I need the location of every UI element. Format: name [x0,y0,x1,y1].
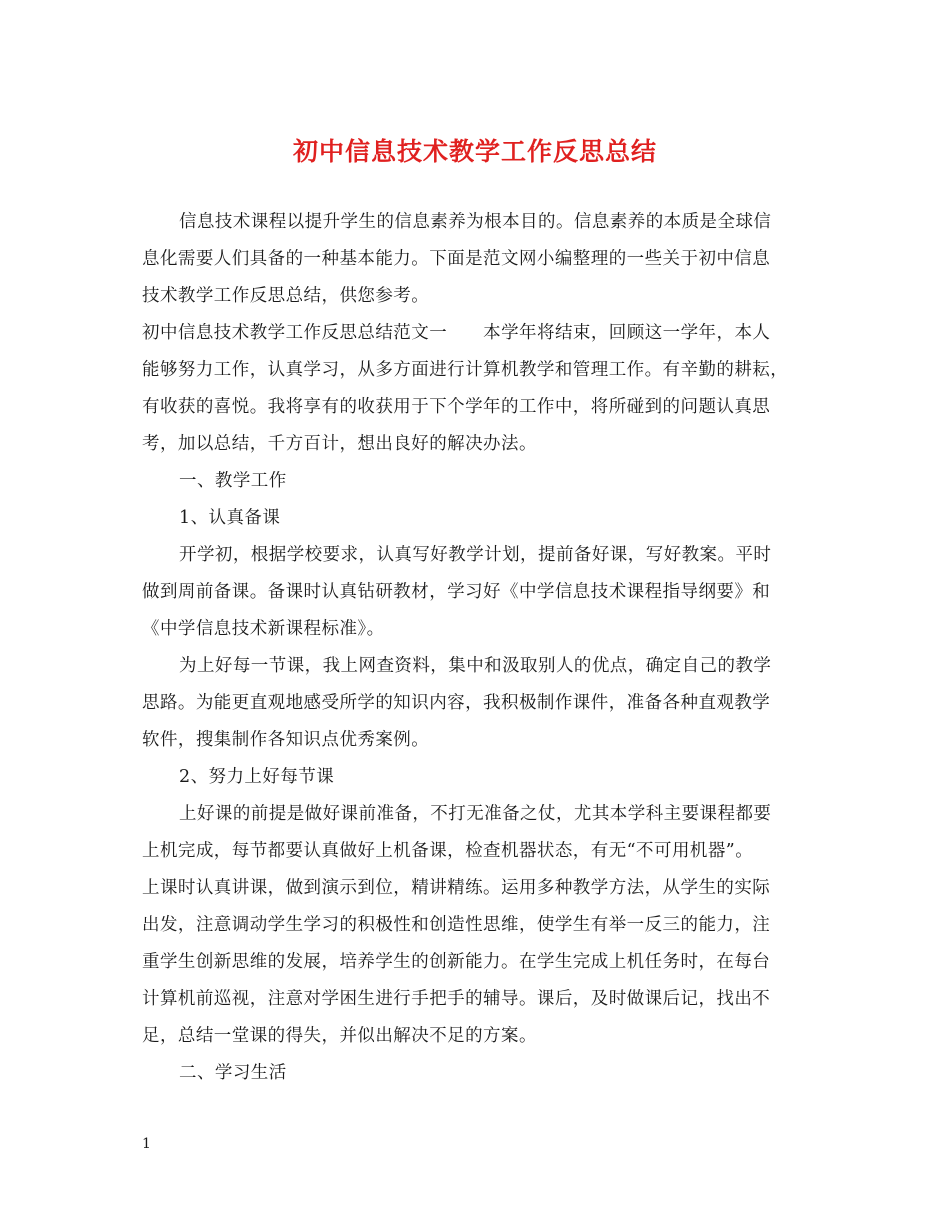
paragraph-line: 出发，注意调动学生学习的积极性和创造性思维，使学生有举一反三的能力，注 [142,915,771,935]
paragraph-line: 技术教学工作反思总结，供您参考。 [142,286,430,306]
section-heading: 一、教学工作 [179,471,287,491]
paragraph-line: 上机完成，每节都要认真做好上机备课，检查机器状态，有无“不可用机器”。 [142,841,754,861]
paragraph-line: 考，加以总结，千方百计，想出良好的解决办法。 [142,434,537,454]
paragraph-line: 软件，搜集制作各知识点优秀案例。 [142,730,430,750]
paragraph-line: 上好课的前提是做好课前准备，不打无准备之仗，尤其本学科主要课程都要 [179,804,772,824]
document-body [142,204,802,1092]
paragraph-line: 信息技术课程以提升学生的信息素养为根本目的。信息素养的本质是全球信 [179,212,772,232]
section-heading-inline: 初中信息技术教学工作反思总结范文一 [142,323,448,343]
paragraph-line: 能够努力工作，认真学习，从多方面进行计算机教学和管理工作。有辛勤的耕耘， [142,360,789,380]
subsection-heading: 1、认真备课 [179,508,281,528]
paragraph-line: 重学生创新思维的发展，培养学生的创新能力。在学生完成上机任务时，在每台 [142,952,771,972]
paragraph-text: 本学年将结束，回顾这一学年，本人 [483,323,771,343]
paragraph-line: 上课时认真讲课，做到演示到位，精讲精练。运用多种教学方法，从学生的实际 [142,878,771,898]
paragraph-line: 有收获的喜悦。我将享有的收获用于下个学年的工作中，将所碰到的问题认真思 [142,397,771,417]
document-title: 初中信息技术教学工作反思总结 [292,137,657,166]
section-heading: 二、学习生活 [179,1063,287,1083]
paragraph-line: 思路。为能更直观地感受所学的知识内容，我积极制作课件，准备各种直观教学 [142,693,771,713]
page-number: 1 [142,1136,151,1152]
paragraph-line [142,315,802,352]
paragraph-line: 息化需要人们具备的一种基本能力。下面是范文网小编整理的一些关于初中信息 [142,249,771,269]
subsection-heading: 2、努力上好每节课 [179,767,335,787]
paragraph-line: 计算机前巡视，注意对学困生进行手把手的辅导。课后，及时做课后记，找出不 [142,989,771,1009]
paragraph-line: 为上好每一节课，我上网查资料，集中和汲取别人的优点，确定自己的教学 [179,656,772,676]
paragraph-line: 足，总结一堂课的得失，并似出解决不足的方案。 [142,1026,537,1046]
paragraph-line: 做到周前备课。备课时认真钻研教材，学习好《中学信息技术课程指导纲要》和 [142,582,771,602]
paragraph-line: 《中学信息技术新课程标准》。 [142,619,385,639]
paragraph-line: 开学初，根据学校要求，认真写好教学计划，提前备好课，写好教案。平时 [179,545,772,565]
